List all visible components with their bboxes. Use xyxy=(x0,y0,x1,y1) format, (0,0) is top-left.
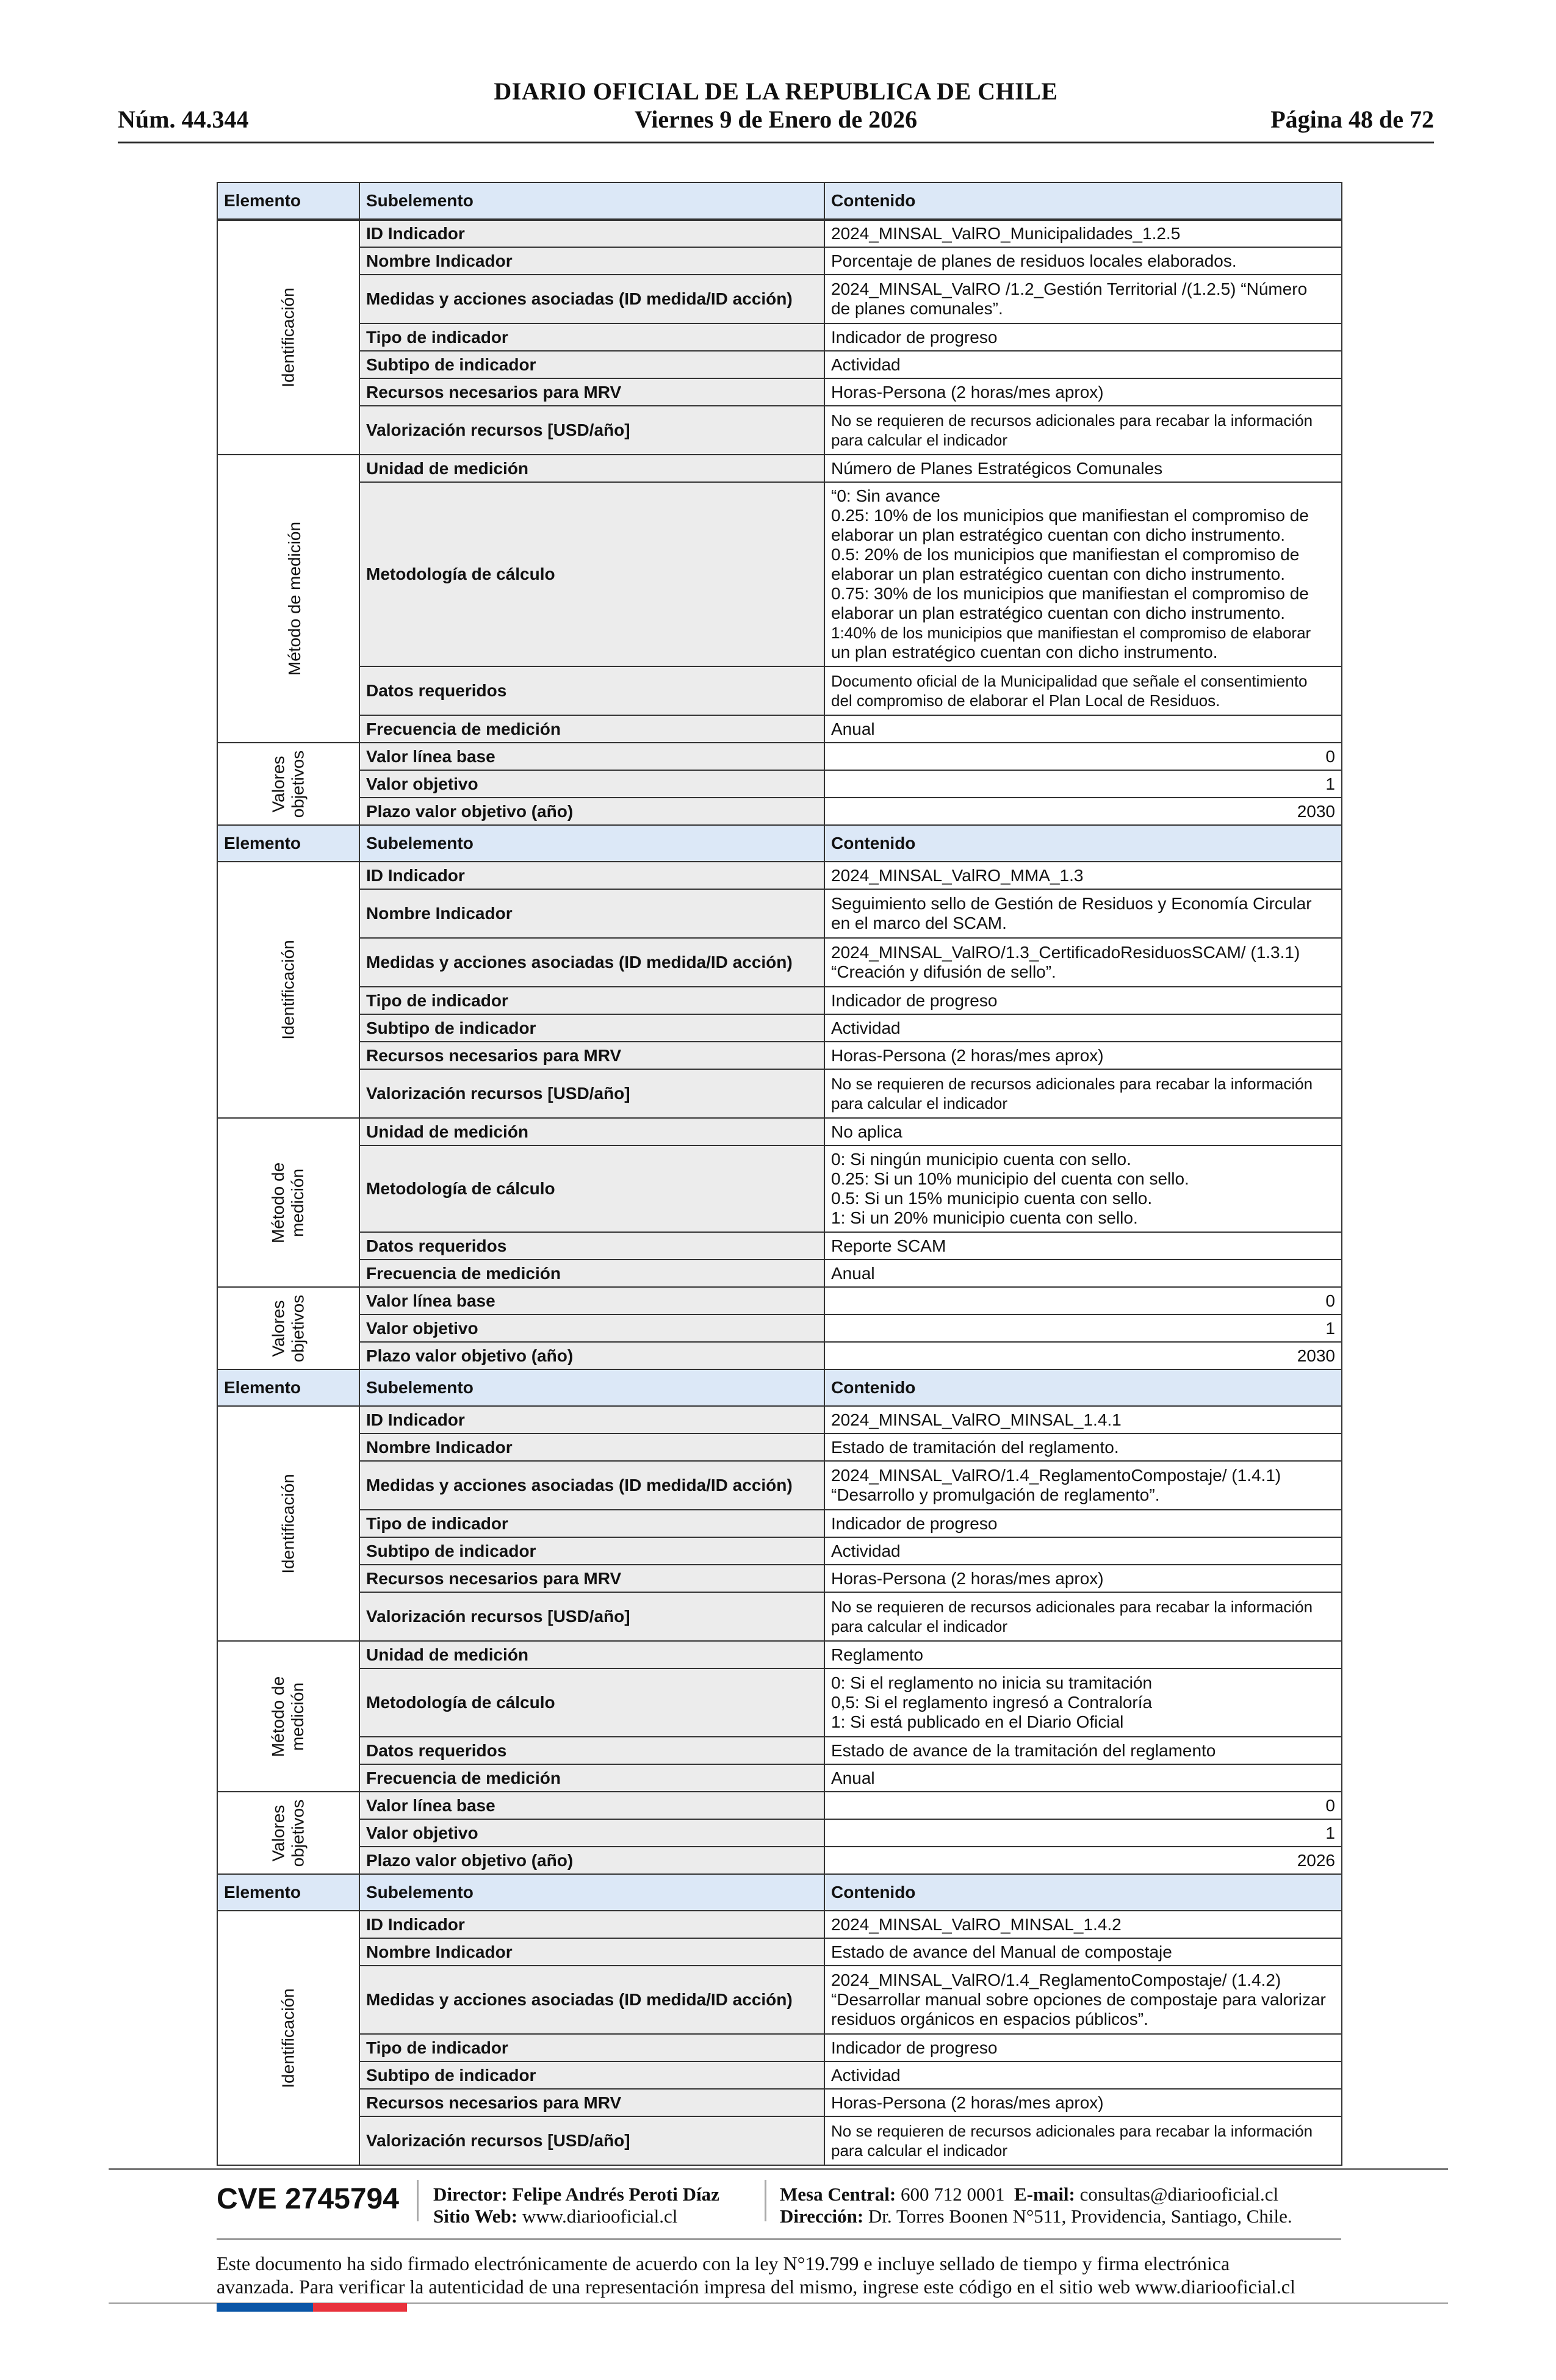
value-name: Estado de avance del Manual de compostaje xyxy=(824,1938,1342,1966)
label-frequency: Frecuencia de medición xyxy=(359,715,824,743)
value-measures: 2024_MINSAL_ValRO/1.3_CertificadoResiduosSCAM/ (1.3.1) “Creación y difusión de sello”. xyxy=(824,938,1342,987)
table-row xyxy=(217,1641,1342,1668)
column-header-element: Elemento xyxy=(217,825,359,862)
group-values: Valores objetivos xyxy=(217,1287,359,1369)
table-row xyxy=(217,455,1342,482)
value-resources: Horas-Persona (2 horas/mes aprox) xyxy=(824,2089,1342,2116)
table-row xyxy=(217,1668,1342,1737)
group-identification: Identificación xyxy=(217,1406,359,1641)
value-measures: 2024_MINSAL_ValRO/1.4_ReglamentoCompostaje/ (1.4.1) “Desarrollo y promulgación de reglamento”. xyxy=(824,1461,1342,1510)
value-id: 2024_MINSAL_ValRO_MMA_1.3 xyxy=(824,862,1342,889)
value-id: 2024_MINSAL_ValRO_MINSAL_1.4.1 xyxy=(824,1406,1342,1433)
label-resources: Recursos necesarios para MRV xyxy=(359,1565,824,1592)
table-row xyxy=(217,406,1342,455)
value-measures: 2024_MINSAL_ValRO/1.4_ReglamentoCompostaje/ (1.4.2) “Desarrollar manual sobre opciones de compostaje para valorizar residuos orgánicos en espacios públicos”. xyxy=(824,1966,1342,2034)
value-frequency: Anual xyxy=(824,715,1342,743)
table-row xyxy=(217,2089,1342,2116)
group-method: Método de medición xyxy=(217,455,359,743)
legal-notice: Este documento ha sido firmado electrónicamente de acuerdo con la ley N°19.799 e incluye sellado de tiempo y firma electrónica avanzada. Para verificar la autenticidad de una representación impresa del mismo, ingrese este código en el sitio web www.diariooficial.cl xyxy=(217,2252,1295,2298)
label-methodology: Metodología de cálculo xyxy=(359,1145,824,1232)
table-row xyxy=(217,1342,1342,1369)
label-valuation: Valorización recursos [USD/año] xyxy=(359,1069,824,1118)
table-row xyxy=(217,275,1342,323)
value-data-required: Documento oficial de la Municipalidad que señale el consentimiento del compromiso de elaborar el Plan Local de Residuos. xyxy=(824,666,1342,715)
value-measures: 2024_MINSAL_ValRO /1.2_Gestión Territorial /(1.2.5) “Número de planes comunales”. xyxy=(824,275,1342,323)
value-valuation: No se requieren de recursos adicionales para recabar la información para calcular el indicador xyxy=(824,406,1342,455)
value-id: 2024_MINSAL_ValRO_Municipalidades_1.2.5 xyxy=(824,220,1342,247)
value-methodology: “0: Sin avance 0.25: 10% de los municipios que manifiestan el compromiso de elaborar un plan estratégico cuentan con dicho instrumento. 0.5: 20% de los municipios que manifiestan el compromiso de elaborar un plan estratégico cuentan con dicho instrumento. 0.75: 30% de los municipios que manifiestan el compromiso de elaborar un plan estratégico cuentan con dicho instrumento. 1:40% de los municipios que manifiestan el compromiso de elaborar un plan estratégico cuentan con dicho instrumento. xyxy=(824,482,1342,666)
label-measures: Medidas y acciones asociadas (ID medida/ID acción) xyxy=(359,1461,824,1510)
table-row xyxy=(217,770,1342,798)
value-baseline: 0 xyxy=(824,1792,1342,1819)
column-header-subelement: Subelemento xyxy=(359,825,824,862)
value-name: Estado de tramitación del reglamento. xyxy=(824,1433,1342,1461)
label-name: Nombre Indicador xyxy=(359,1433,824,1461)
column-header-content: Contenido xyxy=(824,825,1342,862)
table-row xyxy=(217,220,1342,247)
table-row xyxy=(217,1461,1342,1510)
table-row xyxy=(217,247,1342,275)
table-row xyxy=(217,1314,1342,1342)
page-number: Página 48 de 72 xyxy=(1270,106,1434,133)
table-row xyxy=(217,323,1342,351)
label-methodology: Metodología de cálculo xyxy=(359,1668,824,1737)
label-valuation: Valorización recursos [USD/año] xyxy=(359,2116,824,2165)
label-baseline: Valor línea base xyxy=(359,743,824,770)
value-name: Seguimiento sello de Gestión de Residuos y Economía Circular en el marco del SCAM. xyxy=(824,889,1342,938)
value-deadline: 2030 xyxy=(824,1342,1342,1369)
label-type: Tipo de indicador xyxy=(359,323,824,351)
column-header-element: Elemento xyxy=(217,182,359,220)
value-type: Indicador de progreso xyxy=(824,2034,1342,2061)
table-row xyxy=(217,1792,1342,1819)
flag-stripe-blue xyxy=(217,2303,313,2312)
table-row xyxy=(217,1847,1342,1874)
label-valuation: Valorización recursos [USD/año] xyxy=(359,1592,824,1641)
label-target: Valor objetivo xyxy=(359,770,824,798)
table-row xyxy=(217,743,1342,770)
flag-stripe-red xyxy=(313,2303,407,2312)
value-type: Indicador de progreso xyxy=(824,323,1342,351)
label-target: Valor objetivo xyxy=(359,1819,824,1847)
label-resources: Recursos necesarios para MRV xyxy=(359,2089,824,2116)
value-valuation: No se requieren de recursos adicionales para recabar la información para calcular el indicador xyxy=(824,1592,1342,1641)
label-data-required: Datos requeridos xyxy=(359,1232,824,1260)
label-name: Nombre Indicador xyxy=(359,1938,824,1966)
table-row xyxy=(217,1537,1342,1565)
column-header-subelement: Subelemento xyxy=(359,1369,824,1406)
value-type: Indicador de progreso xyxy=(824,987,1342,1014)
table-row xyxy=(217,798,1342,825)
label-resources: Recursos necesarios para MRV xyxy=(359,1042,824,1069)
table-row xyxy=(217,1260,1342,1287)
label-frequency: Frecuencia de medición xyxy=(359,1260,824,1287)
value-methodology: 0: Si el reglamento no inicia su tramitación 0,5: Si el reglamento ingresó a Contraloría 1: Si está publicado en el Diario Oficial xyxy=(824,1668,1342,1737)
value-id: 2024_MINSAL_ValRO_MINSAL_1.4.2 xyxy=(824,1911,1342,1938)
label-unit: Unidad de medición xyxy=(359,1641,824,1668)
label-target: Valor objetivo xyxy=(359,1314,824,1342)
label-deadline: Plazo valor objetivo (año) xyxy=(359,798,824,825)
column-header-subelement: Subelemento xyxy=(359,1874,824,1911)
label-unit: Unidad de medición xyxy=(359,455,824,482)
label-type: Tipo de indicador xyxy=(359,2034,824,2061)
value-target: 1 xyxy=(824,1819,1342,1847)
label-subtype: Subtipo de indicador xyxy=(359,2061,824,2089)
value-baseline: 0 xyxy=(824,1287,1342,1314)
footer-separator xyxy=(765,2180,766,2221)
table-row xyxy=(217,1911,1342,1938)
table-row xyxy=(217,889,1342,938)
label-name: Nombre Indicador xyxy=(359,247,824,275)
column-header-subelement: Subelemento xyxy=(359,182,824,220)
label-data-required: Datos requeridos xyxy=(359,666,824,715)
column-header-content: Contenido xyxy=(824,1369,1342,1406)
column-header-element: Elemento xyxy=(217,1369,359,1406)
label-id: ID Indicador xyxy=(359,862,824,889)
table-row xyxy=(217,987,1342,1014)
table-row xyxy=(217,1966,1342,2034)
label-deadline: Plazo valor objetivo (año) xyxy=(359,1342,824,1369)
group-identification: Identificación xyxy=(217,862,359,1118)
table-row xyxy=(217,1014,1342,1042)
table-row xyxy=(217,715,1342,743)
value-unit: Número de Planes Estratégicos Comunales xyxy=(824,455,1342,482)
table-row xyxy=(217,1069,1342,1118)
label-subtype: Subtipo de indicador xyxy=(359,1014,824,1042)
value-valuation: No se requieren de recursos adicionales para recabar la información para calcular el indicador xyxy=(824,1069,1342,1118)
footer-separator xyxy=(417,2180,419,2221)
table-row xyxy=(217,1510,1342,1537)
footer-divider xyxy=(217,2238,1341,2240)
value-resources: Horas-Persona (2 horas/mes aprox) xyxy=(824,378,1342,406)
footer-contact-info: Mesa Central: 600 712 0001 E-mail: consultas@diariooficial.cl Dirección: Dr. Torres Boonen N°511, Providencia, Santiago, Chile. xyxy=(780,2183,1292,2227)
label-unit: Unidad de medición xyxy=(359,1118,824,1145)
footer-director-info: Director: Felipe Andrés Peroti Díaz Sitio Web: www.diariooficial.cl xyxy=(433,2183,719,2227)
table-header-row xyxy=(217,1369,1342,1406)
column-header-content: Contenido xyxy=(824,182,1342,220)
table-row xyxy=(217,1737,1342,1764)
label-data-required: Datos requeridos xyxy=(359,1737,824,1764)
value-valuation: No se requieren de recursos adicionales para recabar la información para calcular el indicador xyxy=(824,2116,1342,2165)
value-data-required: Reporte SCAM xyxy=(824,1232,1342,1260)
group-values: Valores objetivos xyxy=(217,743,359,825)
label-subtype: Subtipo de indicador xyxy=(359,351,824,378)
label-baseline: Valor línea base xyxy=(359,1792,824,1819)
table-row xyxy=(217,1433,1342,1461)
value-deadline: 2026 xyxy=(824,1847,1342,1874)
footer-divider xyxy=(109,2168,1448,2170)
label-measures: Medidas y acciones asociadas (ID medida/ID acción) xyxy=(359,1966,824,2034)
table-row xyxy=(217,2061,1342,2089)
table-row xyxy=(217,1287,1342,1314)
value-type: Indicador de progreso xyxy=(824,1510,1342,1537)
label-frequency: Frecuencia de medición xyxy=(359,1764,824,1792)
value-subtype: Actividad xyxy=(824,1537,1342,1565)
group-method: Método de medición xyxy=(217,1118,359,1287)
table-row xyxy=(217,666,1342,715)
group-values: Valores objetivos xyxy=(217,1792,359,1874)
label-type: Tipo de indicador xyxy=(359,987,824,1014)
table-row xyxy=(217,1592,1342,1641)
label-valuation: Valorización recursos [USD/año] xyxy=(359,406,824,455)
table-row xyxy=(217,1232,1342,1260)
label-name: Nombre Indicador xyxy=(359,889,824,938)
table-row xyxy=(217,1938,1342,1966)
column-header-element: Elemento xyxy=(217,1874,359,1911)
table-header-row xyxy=(217,825,1342,862)
group-method: Método de medición xyxy=(217,1641,359,1792)
table-row xyxy=(217,938,1342,987)
value-resources: Horas-Persona (2 horas/mes aprox) xyxy=(824,1042,1342,1069)
page-header xyxy=(118,72,1434,146)
table-row xyxy=(217,482,1342,666)
label-id: ID Indicador xyxy=(359,220,824,247)
table-row xyxy=(217,378,1342,406)
label-type: Tipo de indicador xyxy=(359,1510,824,1537)
value-subtype: Actividad xyxy=(824,1014,1342,1042)
table-row xyxy=(217,1406,1342,1433)
value-baseline: 0 xyxy=(824,743,1342,770)
value-target: 1 xyxy=(824,770,1342,798)
value-target: 1 xyxy=(824,1314,1342,1342)
table-header-row xyxy=(217,1874,1342,1911)
label-id: ID Indicador xyxy=(359,1911,824,1938)
table-row xyxy=(217,1118,1342,1145)
value-methodology: 0: Si ningún municipio cuenta con sello. 0.25: Si un 10% municipio del cuenta con sello. 0.5: Si un 15% municipio cuenta con sello. 1: Si un 20% municipio cuenta con sello. xyxy=(824,1145,1342,1232)
value-resources: Horas-Persona (2 horas/mes aprox) xyxy=(824,1565,1342,1592)
group-identification: Identificación xyxy=(217,1911,359,2165)
label-baseline: Valor línea base xyxy=(359,1287,824,1314)
group-identification: Identificación xyxy=(217,220,359,455)
table-row xyxy=(217,1764,1342,1792)
column-header-content: Contenido xyxy=(824,1874,1342,1911)
table-row xyxy=(217,1819,1342,1847)
table-row xyxy=(217,1042,1342,1069)
value-frequency: Anual xyxy=(824,1260,1342,1287)
table-row xyxy=(217,1565,1342,1592)
label-deadline: Plazo valor objetivo (año) xyxy=(359,1847,824,1874)
label-id: ID Indicador xyxy=(359,1406,824,1433)
label-subtype: Subtipo de indicador xyxy=(359,1537,824,1565)
header-divider xyxy=(118,142,1434,143)
value-unit: Reglamento xyxy=(824,1641,1342,1668)
value-data-required: Estado de avance de la tramitación del reglamento xyxy=(824,1737,1342,1764)
table-header-row xyxy=(217,182,1342,220)
value-subtype: Actividad xyxy=(824,351,1342,378)
value-name: Porcentaje de planes de residuos locales elaborados. xyxy=(824,247,1342,275)
indicator-table xyxy=(217,182,1342,2166)
label-methodology: Metodología de cálculo xyxy=(359,482,824,666)
table-row xyxy=(217,2116,1342,2165)
table-row xyxy=(217,351,1342,378)
value-unit: No aplica xyxy=(824,1118,1342,1145)
label-measures: Medidas y acciones asociadas (ID medida/ID acción) xyxy=(359,275,824,323)
issue-number: Núm. 44.344 xyxy=(118,106,249,133)
value-subtype: Actividad xyxy=(824,2061,1342,2089)
issue-date: Viernes 9 de Enero de 2026 xyxy=(634,106,918,133)
table-row xyxy=(217,862,1342,889)
value-frequency: Anual xyxy=(824,1764,1342,1792)
label-resources: Recursos necesarios para MRV xyxy=(359,378,824,406)
value-deadline: 2030 xyxy=(824,798,1342,825)
label-measures: Medidas y acciones asociadas (ID medida/ID acción) xyxy=(359,938,824,987)
table-row xyxy=(217,2034,1342,2061)
newspaper-title: DIARIO OFICIAL DE LA REPUBLICA DE CHILE xyxy=(494,78,1058,105)
cve-code: CVE 2745794 xyxy=(217,2183,399,2215)
table-row xyxy=(217,1145,1342,1232)
